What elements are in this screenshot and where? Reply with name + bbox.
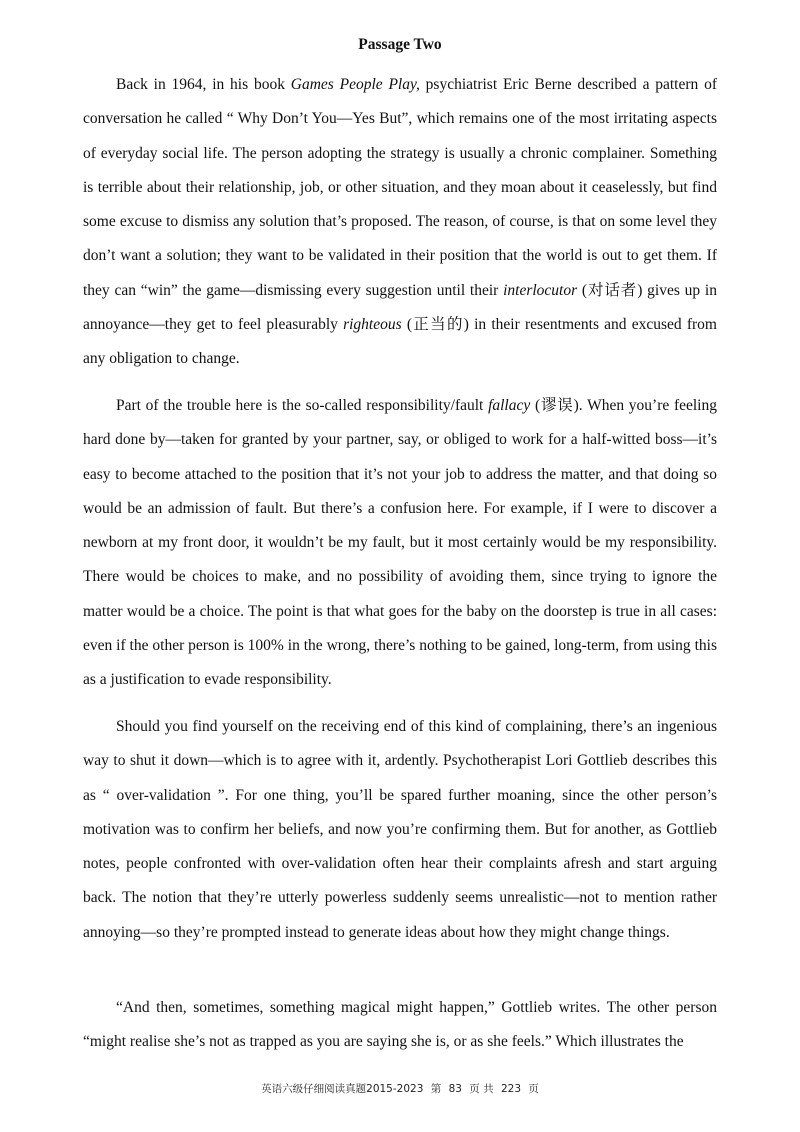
- paragraph-4: “And then, sometimes, something magical might happen,” Gottlieb writes. The other person “might realise she’s not as trapped as you are saying she is, or as she feels.” Which illustrates the: [83, 999, 717, 1051]
- paragraph-1: [83, 68, 717, 377]
- gloss-righteous: (正当的): [401, 316, 469, 334]
- term-fallacy: fallacy: [488, 397, 531, 414]
- book-title: Games People Play,: [290, 76, 420, 93]
- footer-page-pre: 第: [430, 1083, 442, 1095]
- paragraph-3: Should you find yourself on the receiving end of this kind of complaining, there’s an ingenious way to shut it down—which is to agree with it, ardently. Psychotherapist Lori Gottlieb describes this as “ over-validation ”. For one thing, you’ll be spared further moaning, since the other person’s motivation was to confirm her beliefs, and now you’re confirming them. But for another, as Gottlieb notes, people confronted with over-validation often hear their complaints afresh and start arguing back. The notion that they’re utterly powerless suddenly seems unrealistic—not to mention rather annoying—so they’re prompted instead to generate ideas about how they might change things.: [83, 718, 717, 941]
- p1-text-b: psychiatrist Eric Berne described a pattern of conversation he called “ Why Don’t You—Yes But”, which remains one of the most irritating aspects of everyday social life. The person adopting the strategy is usually a chronic complainer. Something is terrible about their relationship, job, or other situation, and they moan about it ceaselessly, but find some excuse to dismiss any solution that’s proposed. The reason, of course, is that on some level they don’t want a solution; they want to be validated in their position that the world is out to get them. If they can “win” the game—dismissing every suggestion until their: [83, 76, 717, 299]
- term-interlocutor: interlocutor: [503, 281, 578, 299]
- page-footer: [0, 1081, 800, 1096]
- passage-title: Passage Two: [358, 36, 442, 53]
- footer-page-total: 223: [500, 1083, 522, 1095]
- footer-page-number: 83: [448, 1083, 462, 1095]
- p1-text-c: gives up in annoyance—they get to feel pleasurably: [83, 281, 717, 334]
- p2-text-a: Part of the trouble here is the so-called responsibility/fault: [116, 397, 489, 414]
- paragraph-2: [83, 389, 717, 698]
- footer-page-mid: 页 共: [469, 1083, 494, 1095]
- p2-text-b: . When you’re feeling hard done by—taken for granted by your partner, say, or obliged to work for a half-witted boss—it’s easy to become attached to the position that it’s not your job to address the matter, and that doing so would be an admission of fault. But there’s a confusion here. For example, if I were to discover a newborn at my front door, it wouldn’t be my fault, but it most certainly would be my responsibility. There would be choices to make, and no possibility of avoiding them, since trying to ignore the matter would be a choice. The point is that what goes for the baby on the doorstep is true in all cases: even if the other person is 100% in the wrong, there’s nothing to be gained, long-term, from using this as a justification to evade responsibility.: [83, 397, 717, 689]
- footer-doc-title: 英语六级仔细阅读真题2015-2023: [261, 1083, 424, 1095]
- gloss-fallacy: (谬误): [530, 397, 579, 414]
- term-righteous: righteous: [343, 316, 402, 334]
- p1-text-a: Back in 1964, in his book: [116, 76, 291, 93]
- p1-text-d: in their resentments and excused from any obligation to change.: [83, 316, 717, 368]
- gloss-interlocutor: (对话者): [577, 281, 643, 299]
- footer-page-post: 页: [528, 1083, 539, 1095]
